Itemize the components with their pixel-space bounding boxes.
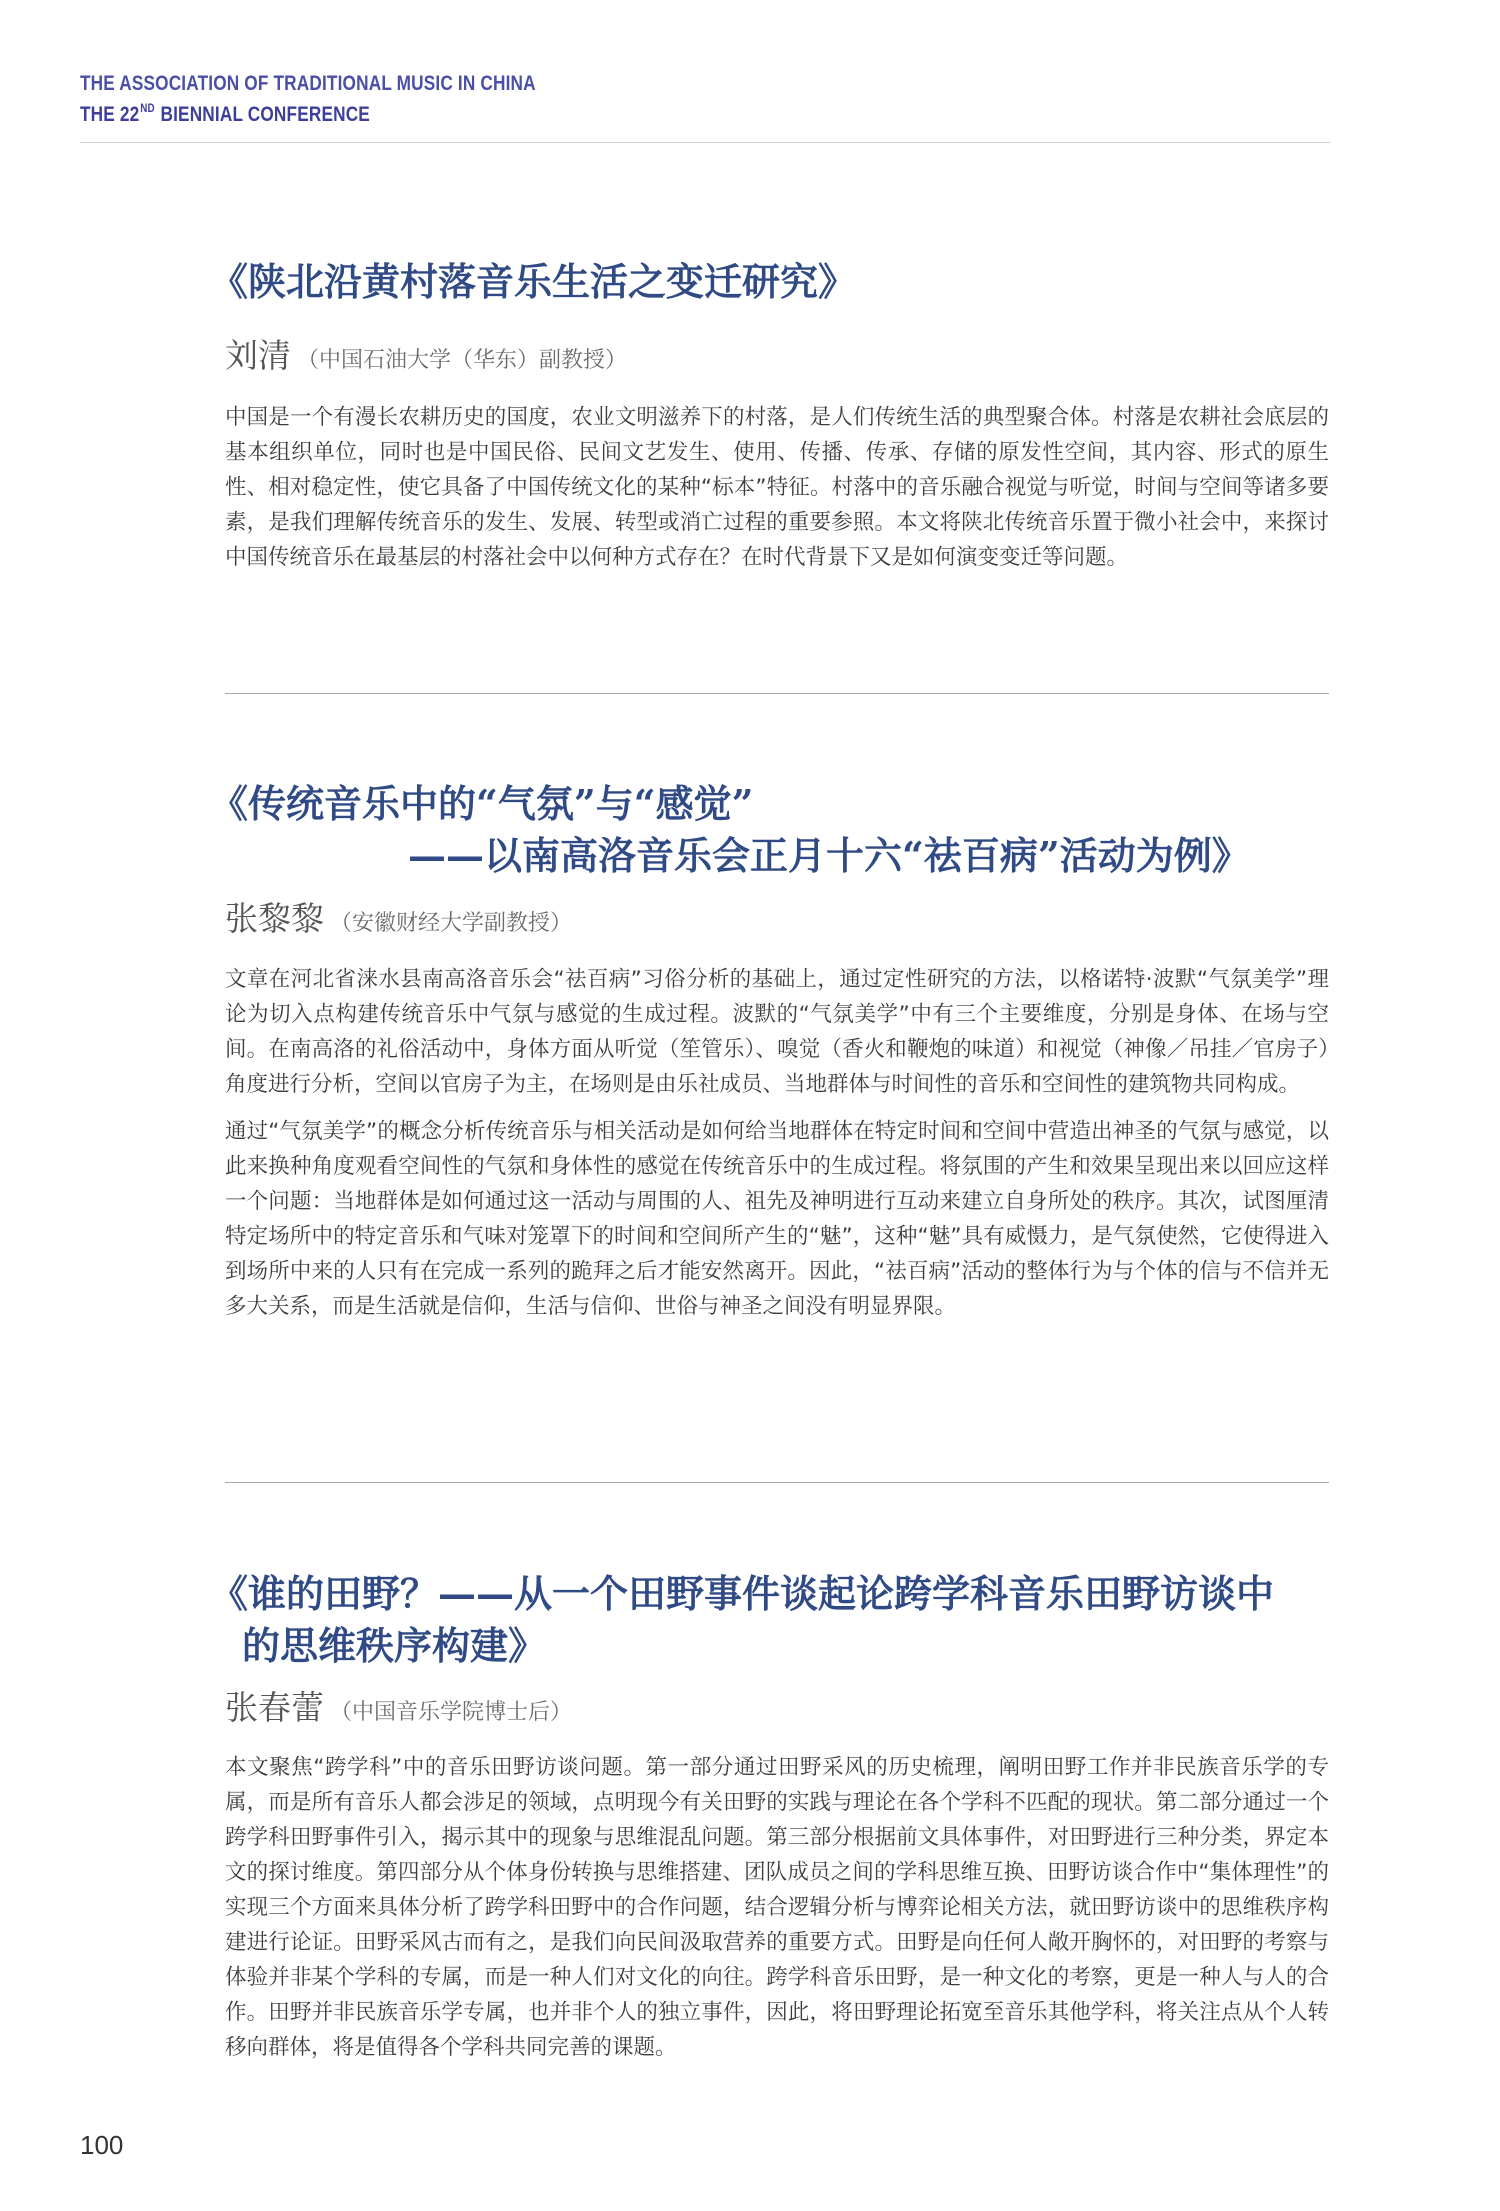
article-3-abstract	[225, 1750, 1329, 2077]
header-title: THE ASSOCIATION OF TRADITIONAL MUSIC IN CHINA	[80, 72, 536, 95]
article-2-author: 张黎黎	[225, 899, 324, 938]
header-divider	[80, 142, 1330, 143]
header-subtitle-prefix: THE 22	[80, 103, 140, 126]
article-3-title-line-1: 《谁的田野？——从一个田野事件谈起论跨学科音乐田野访谈中	[210, 1571, 1275, 1616]
article-1-abstract	[225, 400, 1329, 587]
article-divider-1	[225, 693, 1329, 694]
page-number: 100	[80, 2130, 124, 2160]
article-2-title	[210, 778, 1330, 882]
article-2-paragraph-2: 通过“气氛美学”的概念分析传统音乐与相关活动是如何给当地群体在特定时间和空间中营造出神圣的气氛与感觉，以此来换种角度观看空间性的气氛和身体性的感觉在传统音乐中的生成过程。将氛围的产生和效果呈现出来以回应这样一个问题：当地群体是如何通过这一活动与周围的人、祖先及神明进行互动来建立自身所处的秩序。其次，试图厘清特定场所中的特定音乐和气味对笼罩下的时间和空间所产生的“魅”，这种“魅”具有威慑力，是气氛使然，它使得进入到场所中来的人只有在完成一系列的跪拜之后才能安然离开。因此，“祛百病”活动的整体行为与个体的信与不信并无多大关系，而是生活就是信仰，生活与信仰、世俗与神圣之间没有明显界限。	[225, 1119, 1329, 1319]
article-1-paragraph-1: 中国是一个有漫长农耕历史的国度，农业文明滋养下的村落，是人们传统生活的典型聚合体。村落是农耕社会底层的基本组织单位，同时也是中国民俗、民间文艺发生、使用、传播、传承、存储的原发性空间，其内容、形式的原生性、相对稳定性，使它具备了中国传统文化的某种“标本”特征。村落中的音乐融合视觉与听觉，时间与空间等诸多要素，是我们理解传统音乐的发生、发展、转型或消亡过程的重要参照。本文将陕北传统音乐置于微小社会中，来探讨中国传统音乐在最基层的村落社会中以何种方式存在？在时代背景下又是如何演变变迁等问题。	[225, 405, 1329, 570]
header-ordinal-suffix: ND	[140, 101, 155, 115]
article-3-affiliation: （中国音乐学院博士后）	[330, 1700, 573, 1725]
article-3-paragraph-1: 本文聚焦“跨学科”中的音乐田野访谈问题。第一部分通过田野采风的历史梳理，阐明田野工作并非民族音乐学的专属，而是所有音乐人都会涉足的领域，点明现今有关田野的实践与理论在各个学科不匹配的现状。第二部分通过一个跨学科田野事件引入，揭示其中的现象与思维混乱问题。第三部分根据前文具体事件，对田野进行三种分类，界定本文的探讨维度。第四部分从个体身份转换与思维搭建、团队成员之间的学科思维互换、田野访谈合作中“集体理性”的实现三个方面来具体分析了跨学科田野中的合作问题，结合逻辑分析与博弈论相关方法，就田野访谈中的思维秩序构建进行论证。田野采风古而有之，是我们向民间汲取营养的重要方式。田野是向任何人敞开胸怀的，对田野的考察与体验并非某个学科的专属，而是一种人们对文化的向往。跨学科音乐田野，是一种文化的考察，更是一种人与人的合作。田野并非民族音乐学专属，也并非个人的独立事件，因此，将田野理论拓宽至音乐其他学科，将关注点从个人转移向群体，将是值得各个学科共同完善的课题。	[225, 1755, 1329, 2060]
article-3-byline	[225, 1682, 572, 1729]
header-subtitle	[80, 96, 536, 127]
article-2-affiliation: （安徽财经大学副教授）	[330, 911, 573, 936]
article-3-title-line-2: 的思维秩序构建》	[242, 1623, 547, 1668]
article-2-title-line-1: 《传统音乐中的“气氛”与“感觉”	[210, 781, 754, 826]
article-3-author: 张春蕾	[225, 1688, 324, 1727]
article-2-abstract	[225, 962, 1329, 1336]
running-header	[80, 72, 636, 127]
article-1-title-line-1: 《陕北沿黄村落音乐生活之变迁研究》	[210, 259, 857, 304]
article-1-title	[210, 256, 1330, 308]
article-1-affiliation: （中国石油大学（华东）副教授）	[297, 348, 628, 373]
article-1-byline	[225, 330, 627, 377]
article-3-title	[210, 1568, 1330, 1672]
article-2-byline	[225, 893, 572, 940]
header-subtitle-suffix: BIENNIAL CONFERENCE	[155, 103, 370, 126]
article-divider-2	[225, 1482, 1329, 1483]
article-2-title-line-2: ——以南高洛音乐会正月十六“祛百病”活动为例》	[408, 833, 1250, 878]
article-2-paragraph-1: 文章在河北省涞水县南高洛音乐会“祛百病”习俗分析的基础上，通过定性研究的方法，以格诺特·波默“气氛美学”理论为切入点构建传统音乐中气氛与感觉的生成过程。波默的“气氛美学”中有三个主要维度，分别是身体、在场与空间。在南高洛的礼俗活动中，身体方面从听觉（笙管乐）、嗅觉（香火和鞭炮的味道）和视觉（神像／吊挂／官房子）角度进行分析，空间以官房子为主，在场则是由乐社成员、当地群体与时间性的音乐和空间性的建筑物共同构成。	[225, 967, 1329, 1097]
article-1-author: 刘清	[225, 336, 291, 375]
